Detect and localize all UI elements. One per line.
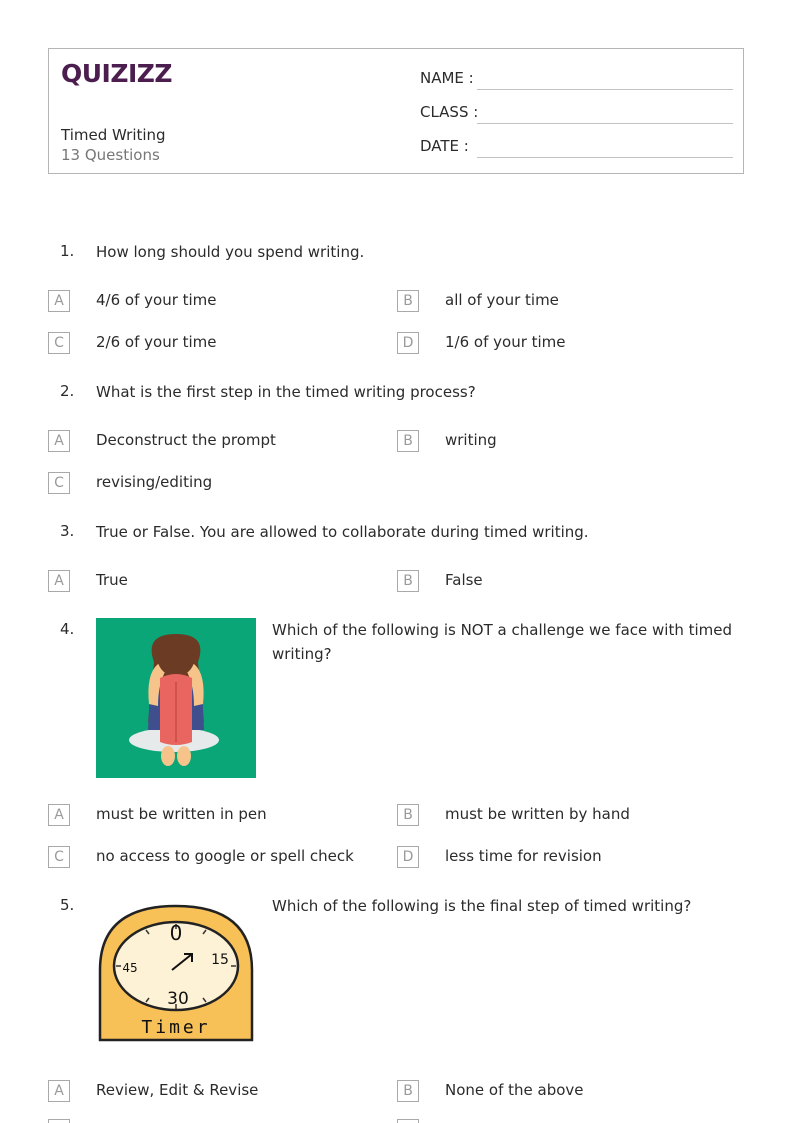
option-letter-box: A bbox=[48, 1080, 70, 1102]
option-text: less time for revision bbox=[445, 847, 602, 865]
option-letter-box: C bbox=[48, 332, 70, 354]
option-letter-box: B bbox=[397, 430, 419, 452]
option-letter-box: B bbox=[397, 570, 419, 592]
option-letter-box: A bbox=[48, 804, 70, 826]
option-letter-box: D bbox=[397, 332, 419, 354]
option-text: must be written by hand bbox=[445, 805, 630, 823]
option-text: Review, Edit & Revise bbox=[96, 1081, 259, 1099]
timer-clock-illustration bbox=[96, 900, 256, 1046]
option-letter-box: D bbox=[397, 846, 419, 868]
timer-label-bottom: 30 bbox=[167, 989, 189, 1009]
option-letter-box: A bbox=[48, 290, 70, 312]
option-text: 2/6 of your time bbox=[96, 333, 217, 351]
option-letter-box: B bbox=[397, 290, 419, 312]
option-text: 1/6 of your time bbox=[445, 333, 566, 351]
class-label: CLASS : bbox=[420, 103, 479, 121]
question-number: 3. bbox=[60, 522, 75, 540]
option-text: revising/editing bbox=[96, 473, 213, 491]
timer-label-left: 45 bbox=[122, 961, 138, 975]
option-text: True bbox=[96, 571, 128, 589]
question-number: 5. bbox=[60, 896, 75, 914]
option-letter-box: A bbox=[48, 430, 70, 452]
name-line bbox=[477, 89, 733, 90]
option-text: 4/6 of your time bbox=[96, 291, 217, 309]
option-text: False bbox=[445, 571, 483, 589]
option-text: all of your time bbox=[445, 291, 559, 309]
quizizz-logo: QUIZIZZ bbox=[61, 59, 173, 88]
option-letter-box: A bbox=[48, 570, 70, 592]
question-number: 4. bbox=[60, 620, 75, 638]
option-text: no access to google or spell check bbox=[96, 847, 354, 865]
question-text: How long should you spend writing. bbox=[96, 243, 365, 261]
option-text: Deconstruct the prompt bbox=[96, 431, 276, 449]
date-label: DATE : bbox=[420, 137, 469, 155]
timer-label-top: 0 bbox=[169, 921, 183, 945]
option-text: must be written in pen bbox=[96, 805, 267, 823]
option-letter-box: B bbox=[397, 1080, 419, 1102]
option-text: None of the above bbox=[445, 1081, 584, 1099]
name-label: NAME : bbox=[420, 69, 474, 87]
question-number: 1. bbox=[60, 242, 75, 260]
timer-label-right: 15 bbox=[211, 952, 229, 968]
question-count: 13 Questions bbox=[61, 146, 160, 164]
class-line bbox=[477, 123, 733, 124]
stressed-person-illustration bbox=[96, 618, 256, 778]
option-letter-box: C bbox=[48, 846, 70, 868]
question-text: True or False. You are allowed to collaborate during timed writing. bbox=[96, 523, 589, 541]
worksheet-header bbox=[48, 48, 744, 174]
question-text: Which of the following is the final step of timed writing? bbox=[272, 897, 692, 915]
question-number: 2. bbox=[60, 382, 75, 400]
question-text: Which of the following is NOT a challenge we face with timed writing? bbox=[272, 621, 733, 663]
option-letter-box: C bbox=[48, 472, 70, 494]
question-text: What is the first step in the timed writing process? bbox=[96, 383, 476, 401]
option-letter-box-partial bbox=[397, 1119, 419, 1123]
timer-caption: Timer bbox=[141, 1017, 211, 1038]
worksheet-title: Timed Writing bbox=[61, 126, 166, 144]
option-text: writing bbox=[445, 431, 497, 449]
option-letter-box-partial bbox=[48, 1119, 70, 1123]
option-letter-box: B bbox=[397, 804, 419, 826]
date-line bbox=[477, 157, 733, 158]
